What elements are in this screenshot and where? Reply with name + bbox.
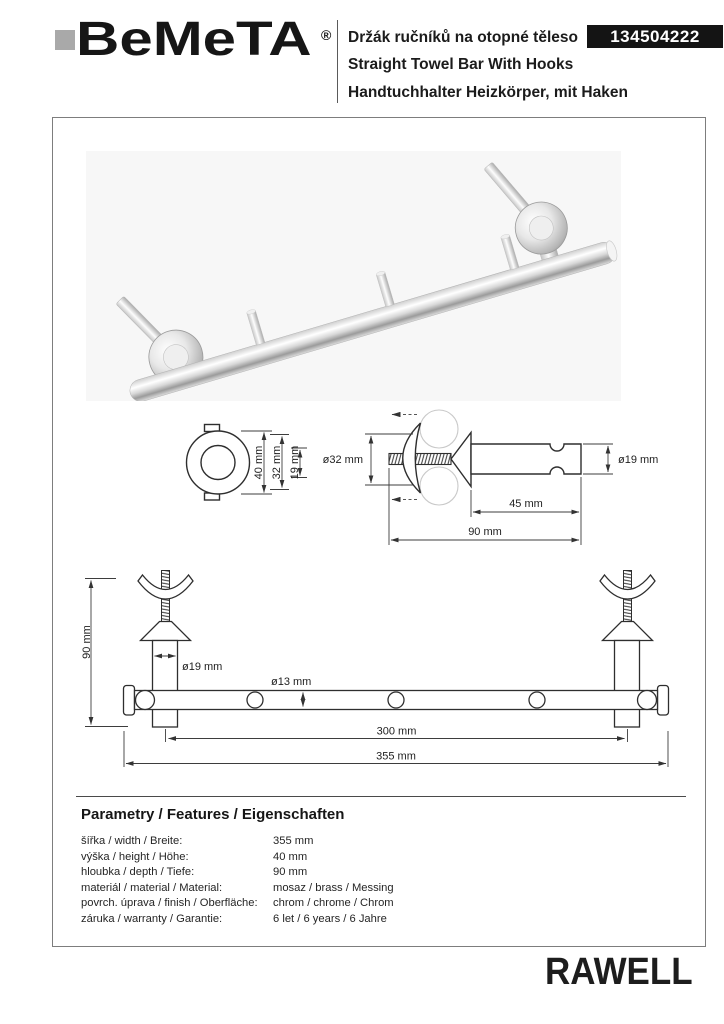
parameter-value: 90 mm (273, 866, 308, 878)
threaded-rod (389, 454, 451, 465)
dim-label-90mm: 90 mm (468, 526, 502, 538)
product-titles (348, 24, 628, 106)
dim-label-300mm: 300 mm (376, 725, 417, 738)
parameter-label: materiál / material / Material: (81, 881, 223, 894)
parameter-row (81, 896, 641, 912)
dim-label-355mm: 355 mm (376, 750, 416, 763)
bar-assembly (124, 571, 669, 728)
section-divider (76, 796, 686, 797)
parameters-table (81, 834, 641, 927)
parameter-label: výška / height / Höhe: (81, 850, 189, 863)
product-photo (86, 151, 621, 401)
parameter-value: 6 let / 6 years / 6 Jahre (273, 912, 387, 925)
parameter-value: 355 mm (273, 835, 314, 847)
bracket-arm (471, 444, 581, 474)
bracket-side-view (389, 410, 581, 505)
parameter-label: šířka / width / Breite: (81, 835, 183, 847)
dim-label-dia32mm: ø32 mm (322, 454, 363, 466)
parameter-label: záruka / warranty / Garantie: (81, 912, 223, 925)
brand-logo: BeMeTA (76, 13, 312, 66)
product-title-cs: Držák ručníků na otopné těleso (348, 29, 578, 46)
bar-front-view-drawing (71, 561, 691, 811)
parameter-row (81, 834, 641, 850)
header-divider (337, 20, 338, 103)
product-title-en: Straight Towel Bar With Hooks (348, 56, 574, 74)
parameter-value: 40 mm (273, 850, 308, 863)
wall-plate-front-view (187, 425, 250, 501)
dim-label-32mm: 32 mm (271, 445, 283, 480)
footer-brand: RAWELL (545, 951, 693, 993)
product-title-de: Handtuchhalter Heizkörper, mit Haken (348, 83, 628, 101)
parameter-value: chrom / chrome / Chrom (273, 897, 394, 909)
parameter-row (81, 850, 641, 866)
dim-label-19mm: 19 mm (289, 445, 301, 480)
dim-label-post-dia19mm: ø19 mm (182, 661, 223, 673)
parameters-heading: Parametry / Features / Eigenschaften (81, 806, 345, 823)
parameter-row (81, 912, 641, 928)
parameter-row (81, 881, 641, 897)
brand-logo-square (55, 30, 75, 50)
dim-label-45mm: 45 mm (509, 498, 543, 510)
parameter-value: mosaz / brass / Messing (273, 881, 394, 894)
parameter-label: povrch. úprava / finish / Oberfläche: (81, 897, 258, 909)
detail-drawings (151, 399, 671, 551)
dim-label-tube-dia13mm: ø13 mm (271, 676, 312, 688)
dim-label-depth-90mm: 90 mm (81, 625, 93, 659)
product-code-badge: 134504222 (587, 25, 723, 48)
registered-trademark-icon: ® (321, 27, 332, 43)
content-frame (52, 117, 706, 947)
dim-label-dia19mm: ø19 mm (618, 454, 659, 466)
dim-label-40mm: 40 mm (253, 445, 265, 480)
parameter-label: hloubka / depth / Tiefe: (81, 866, 195, 878)
parameter-row (81, 865, 641, 881)
